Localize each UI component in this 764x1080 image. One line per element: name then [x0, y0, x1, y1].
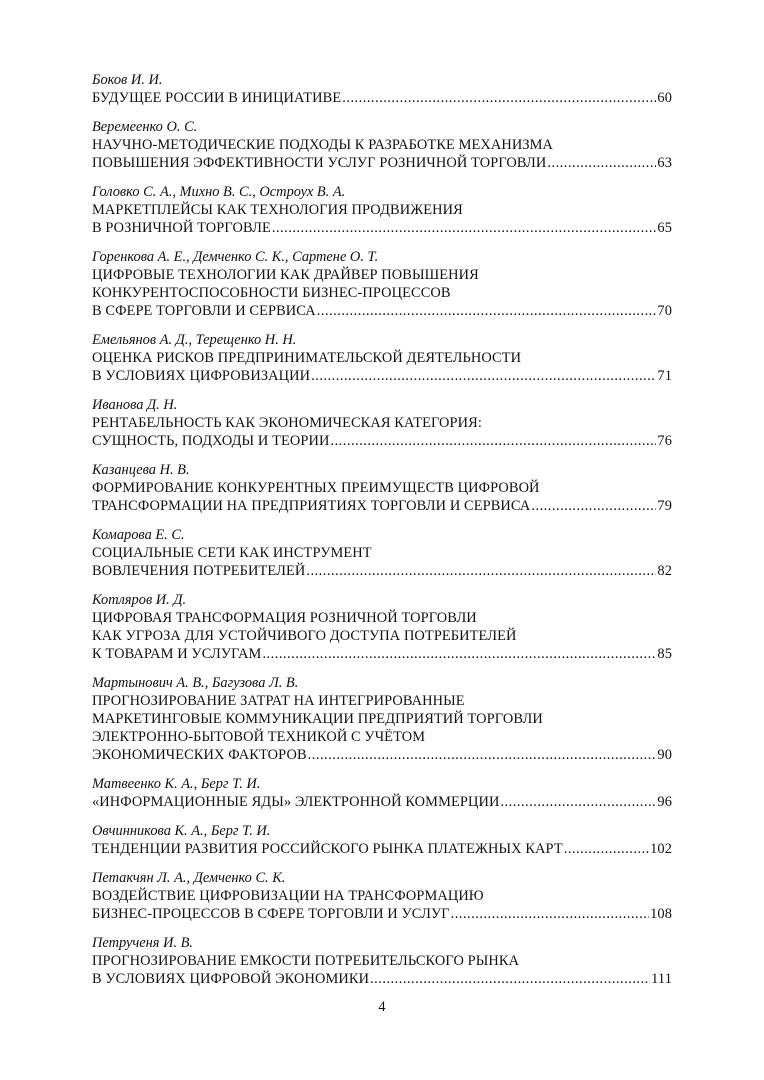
toc-entry-title-line: БИЗНЕС-ПРОЦЕССОВ В СФЕРЕ ТОРГОВЛИ И УСЛУГ: [92, 906, 450, 922]
toc-entry-title-line: ПРОГНОЗИРОВАНИЕ ЗАТРАТ НА ИНТЕГРИРОВАННЫЕ: [92, 693, 465, 709]
toc-entry-page-number: 85: [657, 646, 672, 662]
toc-entry-final-line: [92, 645, 672, 663]
toc-entry-authors: Иванова Д. Н.: [92, 397, 178, 413]
dot-leader: [311, 367, 656, 385]
toc-entry-title-line: «ИНФОРМАЦИОННЫЕ ЯДЫ» ЭЛЕКТРОННОЙ КОММЕРЦИИ: [92, 794, 500, 810]
toc-entry-title-line: БУДУЩЕЕ РОССИИ В ИНИЦИАТИВЕ: [92, 90, 342, 106]
toc-entry-title-line: В УСЛОВИЯХ ЦИФРОВОЙ ЭКОНОМИКИ: [92, 971, 370, 987]
toc-entry-title-line: КАК УГРОЗА ДЛЯ УСТОЙЧИВОГО ДОСТУПА ПОТРЕБИТЕЛЕЙ: [92, 628, 517, 644]
toc-entry-final-line: [92, 367, 672, 385]
toc-entry: [92, 822, 672, 858]
dot-leader: [317, 302, 657, 320]
toc-entry-authors: Горенкова А. Е., Демченко С. К., Сартене О. Т.: [92, 249, 379, 265]
toc-entry-title-line: СУЩНОСТЬ, ПОДХОДЫ И ТЕОРИИ: [92, 433, 330, 449]
toc-entry-authors: Головко С. А., Михно В. С., Остроух В. А.: [92, 184, 346, 200]
toc-entry: [92, 118, 672, 172]
toc-entry-authors: Веремеенко О. С.: [92, 119, 198, 135]
toc-entry-final-line: [92, 219, 672, 237]
toc-entry-title-line: МАРКЕТИНГОВЫЕ КОММУНИКАЦИИ ПРЕДПРИЯТИЙ ТОРГОВЛИ: [92, 711, 543, 727]
toc-entry-title-line: В СФЕРЕ ТОРГОВЛИ И СЕРВИСА: [92, 303, 316, 319]
toc-entry-title-line: ТРАНСФОРМАЦИИ НА ПРЕДПРИЯТИЯХ ТОРГОВЛИ И СЕРВИСА: [92, 498, 531, 514]
toc-entry-final-line: [92, 154, 672, 172]
toc-entry: [92, 183, 672, 237]
toc-entry-page-number: 96: [657, 794, 672, 810]
toc-entry-title-line: ФОРМИРОВАНИЕ КОНКУРЕНТНЫХ ПРЕИМУЩЕСТВ ЦИФРОВОЙ: [92, 480, 540, 496]
toc-entry-title-line: ВОВЛЕЧЕНИЯ ПОТРЕБИТЕЛЕЙ: [92, 563, 306, 579]
toc-entry-page-number: 63: [657, 155, 672, 171]
dot-leader: [262, 645, 656, 663]
toc-entry-title-line: ЭКОНОМИЧЕСКИХ ФАКТОРОВ: [92, 747, 307, 763]
toc-entry-title-line: МАРКЕТПЛЕЙСЫ КАК ТЕХНОЛОГИЯ ПРОДВИЖЕНИЯ: [92, 202, 463, 218]
toc-entry-title-line: КОНКУРЕНТОСПОСОБНОСТИ БИЗНЕС-ПРОЦЕССОВ: [92, 285, 451, 301]
toc-entry-page-number: 76: [657, 433, 672, 449]
toc-entry-authors: Емельянов А. Д., Терещенко Н. Н.: [92, 332, 297, 348]
toc-entry-final-line: [92, 497, 672, 515]
toc-entry-final-line: [92, 905, 672, 923]
toc-entry-page-number: 90: [657, 747, 672, 763]
toc-entry-page-number: 70: [657, 303, 672, 319]
toc-entry-page-number: 111: [651, 971, 672, 987]
toc-entry: [92, 526, 672, 580]
toc-entry-authors: Матвеенко К. А., Берг Т. И.: [92, 776, 261, 792]
toc-entry-final-line: [92, 89, 672, 107]
dot-leader: [306, 562, 656, 580]
dot-leader: [342, 89, 656, 107]
toc-entry: [92, 461, 672, 515]
dot-leader: [564, 840, 649, 858]
toc-entry-title-line: ПОВЫШЕНИЯ ЭФФЕКТИВНОСТИ УСЛУГ РОЗНИЧНОЙ ТОРГОВЛИ: [92, 155, 547, 171]
dot-leader: [330, 432, 656, 450]
toc-entry-title-line: ОЦЕНКА РИСКОВ ПРЕДПРИНИМАТЕЛЬСКОЙ ДЕЯТЕЛЬНОСТИ: [92, 350, 522, 366]
toc-entry-title-line: ЦИФРОВАЯ ТРАНСФОРМАЦИЯ РОЗНИЧНОЙ ТОРГОВЛИ: [92, 610, 477, 626]
dot-leader: [272, 219, 657, 237]
toc-entry-authors: Петакчян Л. А., Демченко С. К.: [92, 870, 286, 886]
toc-entry-title-line: ПРОГНОЗИРОВАНИЕ ЕМКОСТИ ПОТРЕБИТЕЛЬСКОГО РЫНКА: [92, 953, 520, 969]
toc-entry-title-line: К ТОВАРАМ И УСЛУГАМ: [92, 646, 262, 662]
toc-entry-title-line: НАУЧНО-МЕТОДИЧЕСКИЕ ПОДХОДЫ К РАЗРАБОТКЕ МЕХАНИЗМА: [92, 137, 554, 153]
toc-entry-final-line: [92, 970, 672, 988]
dot-leader: [500, 793, 656, 811]
toc-entry-title-line: В РОЗНИЧНОЙ ТОРГОВЛЕ: [92, 220, 271, 236]
toc-entry-title-line: ТЕНДЕНЦИИ РАЗВИТИЯ РОССИЙСКОГО РЫНКА ПЛАТЕЖНЫХ КАРТ: [92, 841, 563, 857]
toc-entry-authors: Котляров И. Д.: [92, 592, 187, 608]
toc-entry-final-line: [92, 746, 672, 764]
dot-leader: [308, 746, 657, 764]
toc-entry: [92, 71, 672, 107]
toc-entry: [92, 775, 672, 811]
toc-entry-final-line: [92, 302, 672, 320]
toc-entry: [92, 591, 672, 663]
toc-entry-final-line: [92, 432, 672, 450]
toc-entry-title-line: ЭЛЕКТРОННО-БЫТОВОЙ ТЕХНИКОЙ С УЧЁТОМ: [92, 729, 426, 745]
toc-entry-title-line: ЦИФРОВЫЕ ТЕХНОЛОГИИ КАК ДРАЙВЕР ПОВЫШЕНИЯ: [92, 267, 479, 283]
dot-leader: [547, 154, 656, 172]
toc-entry-authors: Боков И. И.: [92, 72, 163, 88]
toc-entry-authors: Петрученя И. В.: [92, 935, 194, 951]
toc-entry-title-line: СОЦИАЛЬНЫЕ СЕТИ КАК ИНСТРУМЕНТ: [92, 545, 372, 561]
toc-entry-title-line: В УСЛОВИЯХ ЦИФРОВИЗАЦИИ: [92, 368, 311, 384]
toc-entry-final-line: [92, 793, 672, 811]
dot-leader: [451, 905, 649, 923]
toc-entry-page-number: 102: [650, 841, 672, 857]
table-of-contents: [92, 71, 672, 999]
toc-entry-authors: Мартынович А. В., Багузова Л. В.: [92, 675, 299, 691]
toc-entry-page-number: 60: [657, 90, 672, 106]
toc-entry-final-line: [92, 562, 672, 580]
toc-entry: [92, 869, 672, 923]
toc-entry: [92, 248, 672, 320]
dot-leader: [370, 970, 650, 988]
toc-entry-page-number: 65: [657, 220, 672, 236]
toc-entry-authors: Овчинникова К. А., Берг Т. И.: [92, 823, 271, 839]
toc-entry-authors: Казанцева Н. В.: [92, 462, 190, 478]
toc-entry-page-number: 108: [650, 906, 672, 922]
toc-entry-page-number: 79: [657, 498, 672, 514]
dot-leader: [531, 497, 656, 515]
page-number: 4: [378, 999, 386, 1015]
toc-entry-final-line: [92, 840, 672, 858]
toc-entry: [92, 674, 672, 764]
toc-entry-authors: Комарова Е. С.: [92, 527, 185, 543]
toc-entry: [92, 934, 672, 988]
toc-entry-title-line: РЕНТАБЕЛЬНОСТЬ КАК ЭКОНОМИЧЕСКАЯ КАТЕГОРИЯ:: [92, 415, 482, 431]
toc-entry-page-number: 82: [657, 563, 672, 579]
toc-entry: [92, 331, 672, 385]
toc-entry: [92, 396, 672, 450]
toc-entry-page-number: 71: [657, 368, 672, 384]
toc-entry-title-line: ВОЗДЕЙСТВИЕ ЦИФРОВИЗАЦИИ НА ТРАНСФОРМАЦИЮ: [92, 888, 484, 904]
